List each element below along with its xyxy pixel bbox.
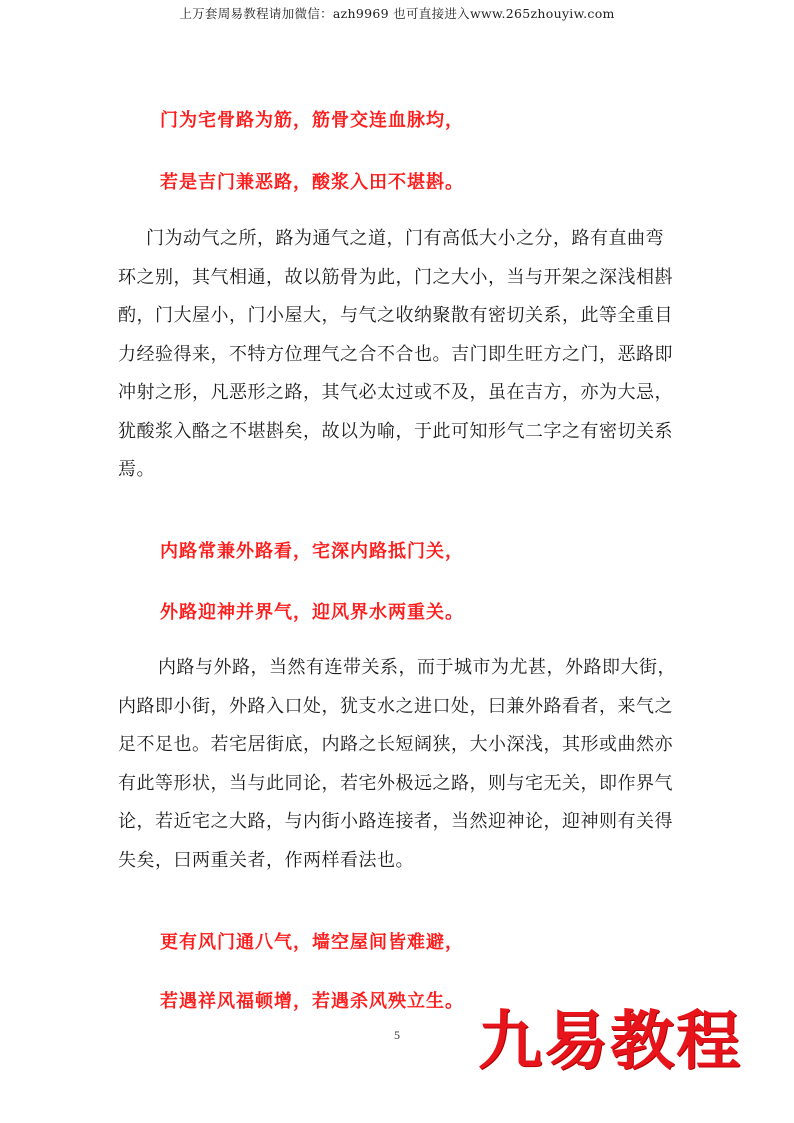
verse-1-line-1: 门为宅骨路为筋，筋骨交连血脉均，: [160, 110, 464, 131]
commentary-1-line: 冲射之形，凡恶形之路，其气必太过或不及，虽在吉方，亦为大忌，: [118, 382, 673, 403]
commentary-2-line: 足不足也。若宅居街底，内路之长短阔狭，大小深浅，其形或曲然亦: [118, 734, 673, 755]
commentary-1: [118, 220, 698, 490]
verse-2-line-2: 外路迎神并界气，迎风界水两重关。: [160, 602, 464, 623]
page-header: 上万套周易教程请加微信：azh9969 也可直接进入www.265zhouyiw.com: [179, 6, 615, 21]
verse-2-line-1: 内路常兼外路看，宅深内路抵门关，: [160, 541, 464, 562]
commentary-2-line: 有此等形状，当与此同论，若宅外极远之路，则与宅无关，即作界气: [118, 772, 673, 794]
commentary-1-line: 门为动气之所，路为通气之道，门有高低大小之分，路有直曲弯: [146, 228, 664, 249]
commentary-1-line: 力经验得来，不特方位理气之合不合也。吉门即生旺方之门，恶路即: [118, 343, 673, 365]
commentary-1-line: 犹酸浆入酪之不堪斟矣，故以为喻，于此可知形气二字之有密切关系: [118, 420, 673, 442]
commentary-2-line: 内路即小街，外路入口处，犹支水之进口处，曰兼外路看者，来气之: [118, 695, 673, 717]
verse-3-line-1: 更有风门通八气，墙空屋间皆难避，: [160, 932, 464, 953]
page-number: 5: [394, 1028, 400, 1042]
commentary-2: [118, 649, 698, 880]
commentary-1-line: 酌，门大屋小，门小屋大，与气之收纳聚散有密切关系，此等全重目: [118, 305, 673, 326]
commentary-2-line: 论，若近宅之大路，与内街小路连接者，当然迎神论，迎神则有关得: [118, 811, 673, 832]
commentary-1-line: 环之别，其气相通，故以筋骨为此，门之大小，当与开架之深浅相斟: [118, 266, 673, 288]
watermark-logo: 九易教程: [478, 1005, 742, 1079]
commentary-1-line: 焉。: [118, 459, 155, 480]
commentary-2-line: 失矣，曰两重关者，作两样看法也。: [118, 849, 414, 871]
commentary-2-line: 内路与外路，当然有连带关系，而于城市为尤甚，外路即大街，: [158, 657, 676, 678]
verse-1-line-2: 若是吉门兼恶路，酸浆入田不堪斟。: [160, 172, 464, 193]
verse-3-line-2: 若遇祥风福顿增，若遇杀风殃立生。: [160, 991, 464, 1012]
